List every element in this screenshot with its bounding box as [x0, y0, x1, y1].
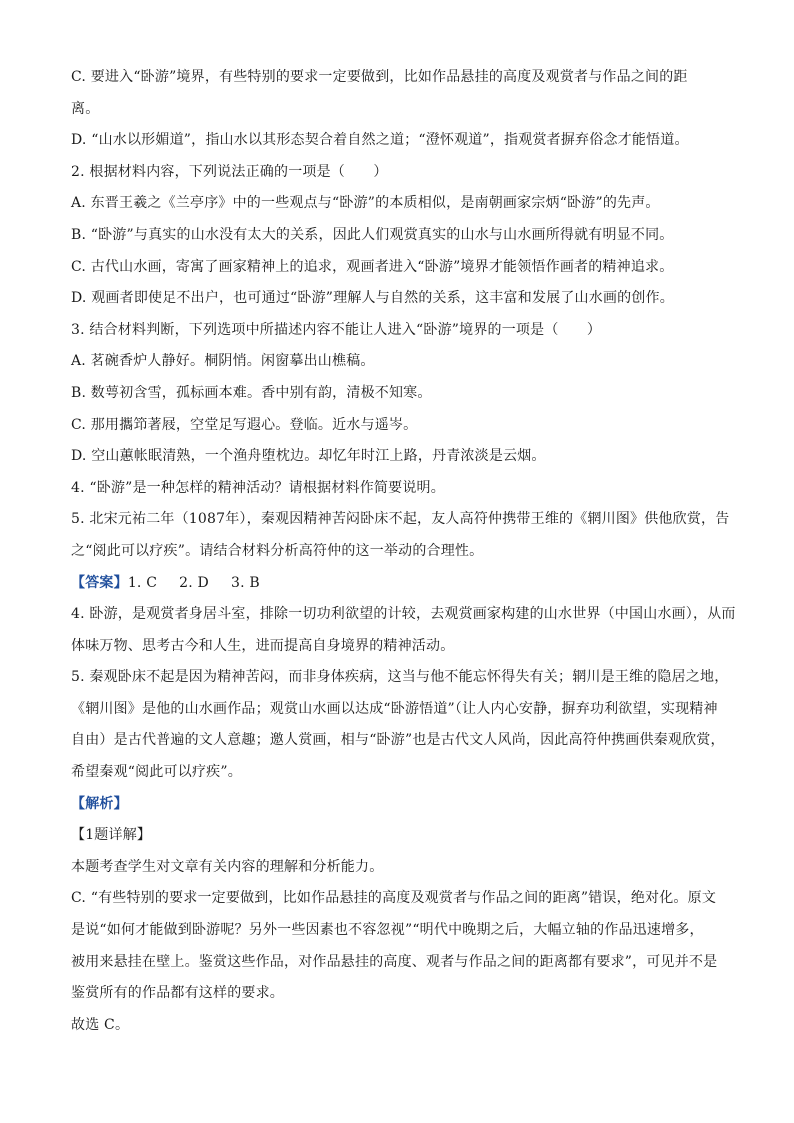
answer-1: 1. C	[127, 574, 158, 591]
answer-tag: 【答案】	[71, 574, 128, 591]
q2-option-b: B. “卧游”与真实的山水没有太大的关系，因此人们观赏真实的山水与山水画所得就有明显不同。	[71, 226, 674, 243]
detail-conclusion: 故选 C。	[71, 1016, 130, 1033]
analysis-line	[71, 789, 731, 821]
option-c-line-1: C. 要进入“卧游”境界，有些特别的要求一定要做到，比如作品悬挂的高度及观赏者与作品之间的距	[71, 69, 688, 85]
answer-5-line-4: 希望秦观“阅此可以疗疾”。	[71, 764, 242, 781]
answer-5-line-2: 《辋川图》是他的山水画作品；观赏山水画以达成“卧游悟道”（让人内心安静，摒弃功利欲望，实现精神	[71, 700, 718, 717]
detail-intro: 本题考查学生对文章有关内容的理解和分析能力。	[71, 858, 384, 875]
detail-line-2: 是说“如何才能做到卧游呢？另外一些因素也不容忽视”“明代中晚期之后，大幅立轴的作品迅速增多，	[71, 922, 704, 939]
question-5-line-2: 之“阅此可以疗疾”。请结合材料分析高符仲的这一举动的合理性。	[71, 542, 484, 559]
analysis-tag: 【解析】	[71, 795, 128, 812]
answer-2: 2. D	[179, 574, 209, 591]
q2-option-c: C. 古代山水画，寄寓了画家精神上的追求，观画者进入“卧游”境界才能领悟作画者的精神追求。	[71, 258, 674, 275]
document-page	[71, 62, 736, 1041]
answer-4-line-1: 4. 卧游，是观赏者身居斗室，排除一切功利欲望的计较，去观赏画家构建的山水世界（中国山水画），从而	[71, 606, 736, 623]
q2-option-d: D. 观画者即使足不出户，也可通过“卧游”理解人与自然的关系，这丰富和发展了山水画的创作。	[71, 290, 674, 307]
detail-line-4: 鉴赏所有的作品都有这样的要求。	[71, 985, 284, 1002]
question-4: 4. “卧游”是一种怎样的精神活动？请根据材料作简要说明。	[71, 479, 445, 496]
question-5-line-1: 5. 北宋元祐二年（1087年），秦观因精神苦闷卧床不起，友人高符仲携带王维的《辋川图》供他欣赏，告	[71, 511, 730, 528]
detail-line-1: C. “有些特别的要求一定要做到，比如作品悬挂的高度及观赏者与作品之间的距离”错误，绝对化。原文	[71, 890, 717, 907]
q2-option-a: A. 东晋王羲之《兰亭序》中的一些观点与“卧游”的本质相似，是南朝画家宗炳“卧游”的先声。	[71, 195, 660, 212]
answer-5-line-1: 5. 秦观卧床不起是因为精神苦闷，而非身体疾病，这当与他不能忘怀得失有关；辋川是王维的隐居之地，	[71, 669, 729, 686]
option-d: D. “山水以形媚道”，指山水以其形态契合着自然之道；“澄怀观道”，指观赏者摒弃俗念才能悟道。	[71, 132, 689, 149]
question-2: 2. 根据材料内容，下列说法正确的一项是（ ）	[71, 163, 388, 180]
answer-5-line-3: 自由）是古代普遍的文人意趣；邀人赏画，相与“卧游”也是古代文人风尚，因此高符仲携画供秦观欣赏，	[71, 732, 725, 749]
detail-heading: 【1题详解】	[71, 827, 152, 844]
answer-line	[71, 568, 731, 600]
q3-option-d: D. 空山蕙帐眠清熟，一个渔舟堕枕边。却忆年时江上路，丹青浓淡是云烟。	[71, 448, 546, 465]
answer-4-line-2: 体味万物、思考古今和人生，进而提高自身境界的精神活动。	[71, 637, 455, 654]
answer-3: 3. B	[230, 574, 260, 591]
q3-option-b: B. 数萼初含雪，孤标画本难。香中别有韵，清极不知寒。	[71, 384, 432, 401]
option-c-line-2: 离。	[71, 100, 100, 117]
q3-option-a: A. 茗碗香炉人静好。桐阴悄。闲窗摹出山樵稿。	[71, 353, 375, 370]
q3-option-c: C. 那用攜笻著屐，空堂足写遐心。登临。近水与遥岑。	[71, 416, 418, 433]
detail-line-3: 被用来悬挂在壁上。鉴赏这些作品，对作品悬挂的高度、观者与作品之间的距离都有要求”，可见并不是	[71, 953, 718, 970]
question-3: 3. 结合材料判断，下列选项中所描述内容不能让人进入“卧游”境界的一项是（ ）	[71, 321, 602, 338]
